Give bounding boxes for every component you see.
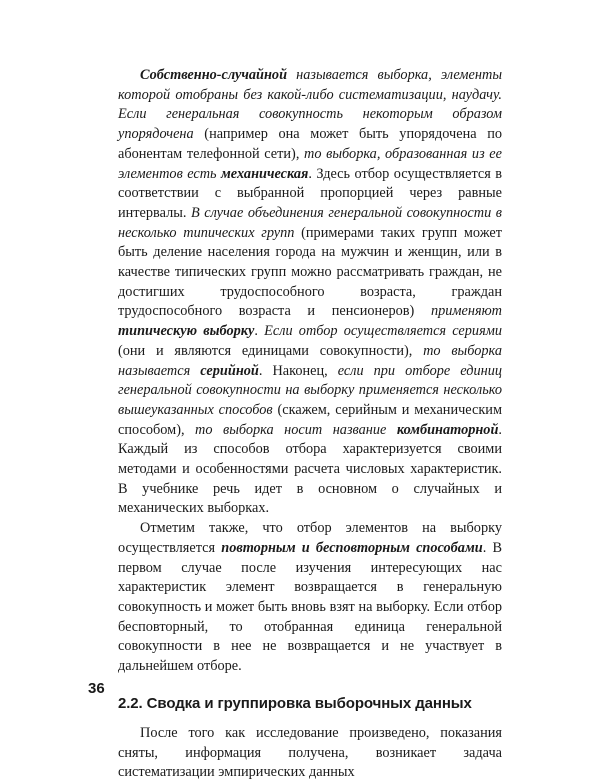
text-run: .	[254, 323, 265, 340]
paragraph-section-intro	[118, 724, 502, 783]
text-run: то выборка называется	[118, 342, 502, 379]
term-mechanical: механическая	[221, 165, 309, 182]
text-run: В случае объединения генеральной совокупности в несколько типических групп	[118, 204, 502, 241]
text-run: применяют	[430, 303, 502, 320]
text-run: (например она может быть упорядочена по абонентам телефонной сети),	[118, 126, 502, 162]
term-random-sample: Собственно-случайной	[140, 67, 288, 83]
text-run: . Каждый из способов отбора характеризуется своими методами и особенностями расчета числовых характеристик. В учебнике речь идет в основном о случайных и механических выборках.	[118, 421, 502, 517]
text-run: Отметим также, что отбор элементов на выборку осуществляется	[118, 520, 502, 556]
text-run: (скажем, серийным и механическим способом),	[118, 401, 502, 438]
page-number: 36	[88, 680, 105, 697]
text-run: Если отбор осуществляется сериями	[264, 323, 502, 340]
paragraph-sampling-types	[118, 66, 502, 519]
text-run: . В первом случае после изучения интересующих нас характеристик элемент возвращается в генеральную совокупность и может быть вновь взят на выборку. Если отбор бесповторный, то отобранная единица генеральной совокупности в нее не возвращается и не участвует в дальнейшем отборе.	[118, 539, 502, 675]
text-run: (примерами таких групп может быть деление населения города на мужчин и женщин, или в качестве типических групп можно рассматривать граждан, не достигших трудоспособного возраста, граждан трудоспособного возраста и пенсионеров)	[118, 224, 502, 320]
text-run: то выборка носит название	[195, 421, 397, 438]
text-run: (они и являются единицами совокупности),	[118, 342, 424, 359]
section-heading: 2.2. Сводка и группировка выборочных данных	[118, 694, 472, 712]
term-combinatorial: комбинаторной	[396, 421, 499, 438]
text-run: После того как исследование произведено, показания сняты, информация получена, возникает задача систематизации эмпирических данных	[118, 724, 502, 781]
term-repeat-nonrepeat: повторным и бесповторным способами	[221, 539, 483, 556]
page-body	[118, 66, 502, 783]
text-run: . Здесь отбор осуществляется в соответствии с выбранной пропорцией через равные интервалы.	[118, 165, 502, 221]
text-run: . Наконец,	[258, 362, 338, 379]
text-run: то выборка, образованная из ее элементов есть	[118, 145, 502, 182]
text-run: называется выборка, элементы которой отобраны без какой-либо систематизации, наудачу. Если генеральная совокупность некоторым образом упорядочена	[118, 67, 502, 143]
paragraph-repeat-sampling	[118, 519, 502, 677]
text-run: если при отборе единиц генеральной совокупности на выборку применяется несколько вышеуказанных способов	[118, 362, 503, 418]
term-serial: серийной	[200, 362, 259, 379]
term-typical-sample: типическую выборку	[118, 323, 255, 340]
